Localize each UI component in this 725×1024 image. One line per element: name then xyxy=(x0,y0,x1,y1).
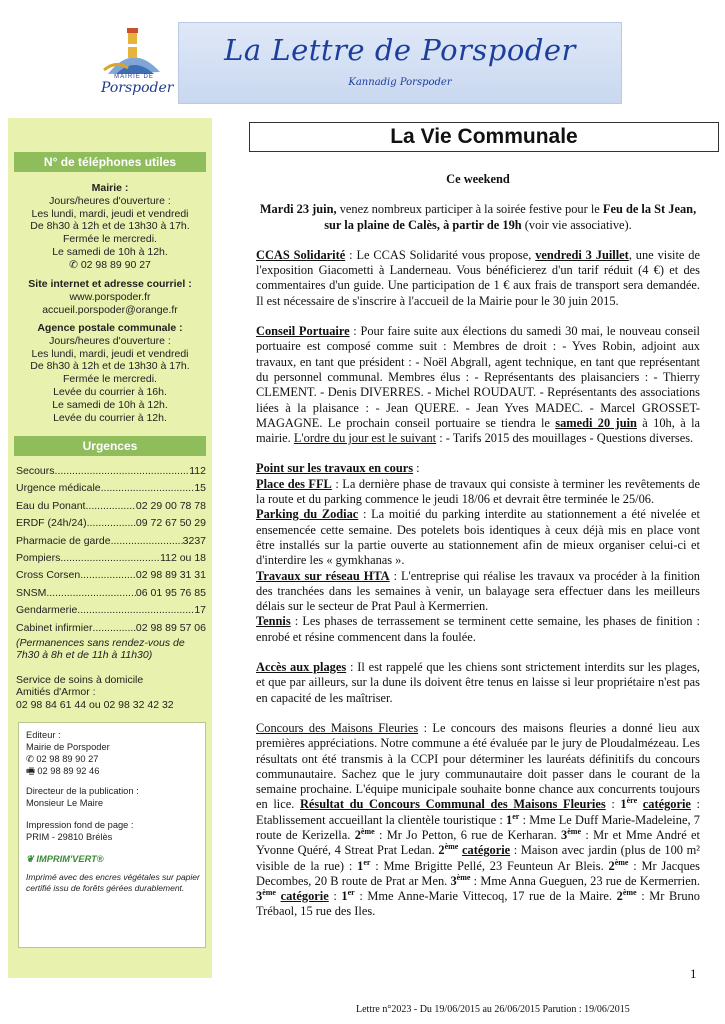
urgence-label: SNSM xyxy=(16,586,47,599)
footer-issue-info: Lettre n°2023 - Du 19/06/2015 au 26/06/2015 Parution : 19/06/2015 xyxy=(356,1004,630,1015)
urgence-row xyxy=(16,620,206,637)
urgences-list xyxy=(16,463,206,712)
logo-name: Porspoder xyxy=(101,80,174,96)
imprim-vert-text: IMPRIM'VERT® xyxy=(36,854,104,864)
agence-line: Levée du courrier à 12h. xyxy=(53,411,167,424)
urgence-number: 02 29 00 78 78 xyxy=(135,499,206,512)
page-number: 1 xyxy=(690,966,697,981)
phones-heading: N° de téléphones utiles xyxy=(14,152,206,172)
article-body xyxy=(256,172,700,935)
director-name: Monsieur Le Maire xyxy=(26,798,103,808)
urgence-number: 17 xyxy=(194,604,206,617)
urgence-number: 06 01 95 76 85 xyxy=(135,586,206,599)
newsletter-title: La Lettre de Porspoder xyxy=(224,33,576,67)
editor-box xyxy=(18,722,206,948)
urgence-label: Cabinet infirmier xyxy=(16,621,93,634)
masthead-banner xyxy=(178,22,622,104)
urgence-number: 09 72 67 50 29 xyxy=(135,517,206,530)
agence-line: Jours/heures d'ouverture : xyxy=(49,334,171,347)
urgence-row xyxy=(16,550,206,567)
section-title: La Vie Communale xyxy=(249,122,719,152)
urgence-number: 3237 xyxy=(182,534,206,547)
mairie-line: Fermée le mercredi. xyxy=(63,233,157,246)
agence-label: Agence postale communale : xyxy=(37,322,183,334)
sidebar xyxy=(8,118,212,978)
travaux-ffl: Place des FFL : La dernière phase de travaux qui consiste à terminer les revêtements de la route et du parking commence le jeudi 18/06 et devrait être terminée le 25/06. xyxy=(256,476,701,507)
mairie-line: Les lundi, mardi, jeudi et vendredi xyxy=(31,207,189,220)
agence-block xyxy=(14,322,206,424)
infirmier-note: (Permanences sans rendez-vous de 7h30 à 8h et de 11h à 11h30) xyxy=(16,636,185,662)
agence-line: Les lundi, mardi, jeudi et vendredi xyxy=(31,347,189,360)
ccas-paragraph: CCAS Solidarité : Le CCAS Solidarité vous propose, vendredi 3 Juillet, une visite de l'exposition Giacometti à Landerneau. Vous bénéficierez d'un tarif réduit (4 €) et des commentaires d'un guide. Une participation de 1 € aux frais de transport sera demandée. Il est nécessaire de s'inscrire à l'accueil de la Mairie pour le 30 juin 2015. xyxy=(256,247,700,308)
urgence-number: 02 98 89 57 06 xyxy=(135,621,206,634)
logo-caption: MAIRIE DE xyxy=(114,74,154,80)
urgence-label: Cross Corsen xyxy=(16,569,81,582)
travaux-zodiac: Parking du Zodiac : La moitié du parking interdite au stationnement a été nivelée et ensemencée cette semaine. Des potelets bois identiques à ceux déjà mis en place vont être installés sur la partie ouverte au stationnement afin de mieux organiser celui-ci et d'interdire les « gymkhanas ». xyxy=(256,507,700,568)
urgence-number: 15 xyxy=(194,482,206,495)
urgence-row xyxy=(16,498,206,515)
web-block xyxy=(14,278,206,316)
urgence-row xyxy=(16,480,206,497)
urgence-row xyxy=(16,533,206,550)
director-label: Directeur de la publication : xyxy=(26,786,139,796)
urgences-heading: Urgences xyxy=(14,436,206,456)
urgence-row xyxy=(16,463,206,480)
website-link[interactable]: www.porspoder.fr xyxy=(69,290,151,303)
urgence-label: Secours xyxy=(16,465,55,477)
urgence-row xyxy=(16,602,206,619)
soins-phones: 02 98 84 61 44 ou 02 98 32 42 32 xyxy=(16,698,174,711)
agence-line: De 8h30 à 12h et de 13h30 à 17h. xyxy=(30,360,190,373)
urgence-row xyxy=(16,515,206,532)
lighthouse-logo-icon xyxy=(98,22,168,78)
agence-line: Le samedi de 10h à 12h. xyxy=(52,398,168,411)
imprim-vert-logo xyxy=(26,854,202,866)
mairie-line: De 8h30 à 12h et de 13h30 à 17h. xyxy=(30,220,190,233)
editor-label: Editeur : xyxy=(26,730,61,740)
urgence-number: 02 98 89 31 31 xyxy=(135,569,206,582)
urgence-label: Pompiers xyxy=(16,551,61,564)
soins-line: Service de soins à domicile xyxy=(16,673,144,686)
editor-fax: 🖷 02 98 89 92 46 xyxy=(26,766,100,776)
urgence-label: Eau du Ponant xyxy=(16,499,86,512)
soins-line: Amitiés d'Armor : xyxy=(16,686,96,699)
conseil-portuaire-paragraph: Conseil Portuaire : Pour faire suite aux élections du samedi 30 mai, le nouveau conseil portuaire est composé comme suit : Membres de droit : - Yves Robin, adjoint aux travaux, en tant que président : - Noël Abgrall, agent technique, en tant que représentant du personnel communal. Membres élus : - Représentants des plaisanciers : - Thierry CLEMENT. - Denis DIVERRES. - Michel ROUDAUT. - Représentants des associations liées à la plaisance : - Jean QUERE. - Jean Yves MADEC. - Marcel GROSSET-MAGAGNE. Le prochain conseil portuaire se tiendra le samedi 20 juin à 10h, à la mairie. L'ordre du jour est le suivant : - Tarifs 2015 des mouillages - Questions diverses. xyxy=(256,324,701,446)
travaux-tennis: Tennis : Les phases de terrassement se terminent cette semaine, les phases de finition : enrobé et résine commencent dans la foulée. xyxy=(256,614,700,644)
leaf-icon: ❦ xyxy=(26,854,34,864)
mairie-line: Jours/heures d'ouverture : xyxy=(49,194,171,207)
newsletter-subtitle: Kannadig Porspoder xyxy=(348,77,452,88)
editor-phone: ✆ 02 98 89 90 27 xyxy=(26,754,99,764)
mairie-label: Mairie : xyxy=(91,182,129,194)
urgence-label: Urgence médicale xyxy=(16,482,101,495)
printer-name: PRIM - 29810 Brélès xyxy=(26,832,113,842)
urgence-label: Pharmacie de garde xyxy=(16,534,111,547)
urgence-row xyxy=(16,585,206,602)
agence-line: Levée du courrier à 16h. xyxy=(53,385,167,398)
urgence-number: 112 ou 18 xyxy=(160,551,206,564)
maisons-fleuries-paragraph: Concours des Maisons Fleuries : Le concours des maisons fleuries a donné lieu aux premières appréciations. Notre commune a été évaluée par le jury de Ploudalmézeau. Les résultats ont été transmis à la CCPI pour déterminer les lauréats définitifs du concours communautaire. Sachez que le jury communautaire doit passer dans le courant de la semaine prochaine. L'équipe municipale souhaite bonne chance aux concurrents toujours en lice. Résultat du Concours Communal des Maisons Fleuries : 1ère catégorie : Etablissement accueillant la clientèle touristique : 1er : Mme Le Duff Marie-Madeleine, 7 route de Kerizella. 2ème : Mr Jo Petton, 6 rue de Kerharan. 3ème : Mr et Mme André et Yvonne Quéré, 4 Streat Prat Ledan. 2ème catégorie : Maison avec jardin (plus de 100 m² visible de la rue) : 1er : Mme Brigitte Pellé, 23 Feunteun Ar Bleis. 2ème : Mr Jacques Decombes, 20 B route de Prat ar Men. 3ème : Mme Anna Gueguen, 23 rue de Kermerrien. 3ème catégorie : 1er : Mme Anne-Marie Vittecoq, 17 rue de la Maire. 2ème : Mr Bruno Trébaol, 15 rue des Iles. xyxy=(256,720,701,919)
urgence-label: Gendarmerie xyxy=(16,604,78,617)
urgence-row xyxy=(16,567,206,584)
mairie-block xyxy=(14,182,206,272)
eco-note: Imprimé avec des encres végétales sur papier certifié issu de forêts gérées durablement. xyxy=(26,872,200,893)
acces-plages-paragraph: Accès aux plages : Il est rappelé que les chiens sont strictement interdits sur les plages, et que par ailleurs, sur la dune ils doivent être tenus en laisse si leur propriétaire n'est pas en capacité de les maîtriser. xyxy=(256,660,700,705)
mairie-line: Le samedi de 10h à 12h. xyxy=(52,245,168,258)
email-link[interactable]: accueil.porspoder@orange.fr xyxy=(42,303,178,316)
agence-line: Fermée le mercredi. xyxy=(63,373,157,386)
web-label: Site internet et adresse courriel : xyxy=(28,278,192,290)
mairie-phone: ✆ 02 98 89 90 27 xyxy=(69,258,151,271)
printer-label: Impression fond de page : xyxy=(26,820,134,830)
travaux-section xyxy=(256,461,700,645)
weekend-paragraph: Mardi 23 juin, venez nombreux participer à la soirée festive pour le Feu de la St Jean, sur la plaine de Calès, à partir de 19h (voir vie associative). xyxy=(259,202,697,232)
weekend-heading: Ce weekend xyxy=(446,172,510,186)
travaux-heading: Point sur les travaux en cours : xyxy=(256,461,420,476)
travaux-hta: Travaux sur réseau HTA : L'entreprise qui réalise les travaux va procéder à la finition des tranchées dans les semaines à venir, un balayage sera effectuer dans les meilleurs délais sur le secteur de Prat Paul à Kermerrien. xyxy=(256,568,700,614)
urgence-label: ERDF (24h/24) xyxy=(16,517,87,530)
urgence-number: 112 xyxy=(189,465,206,477)
editor-name: Mairie de Porspoder xyxy=(26,742,110,752)
